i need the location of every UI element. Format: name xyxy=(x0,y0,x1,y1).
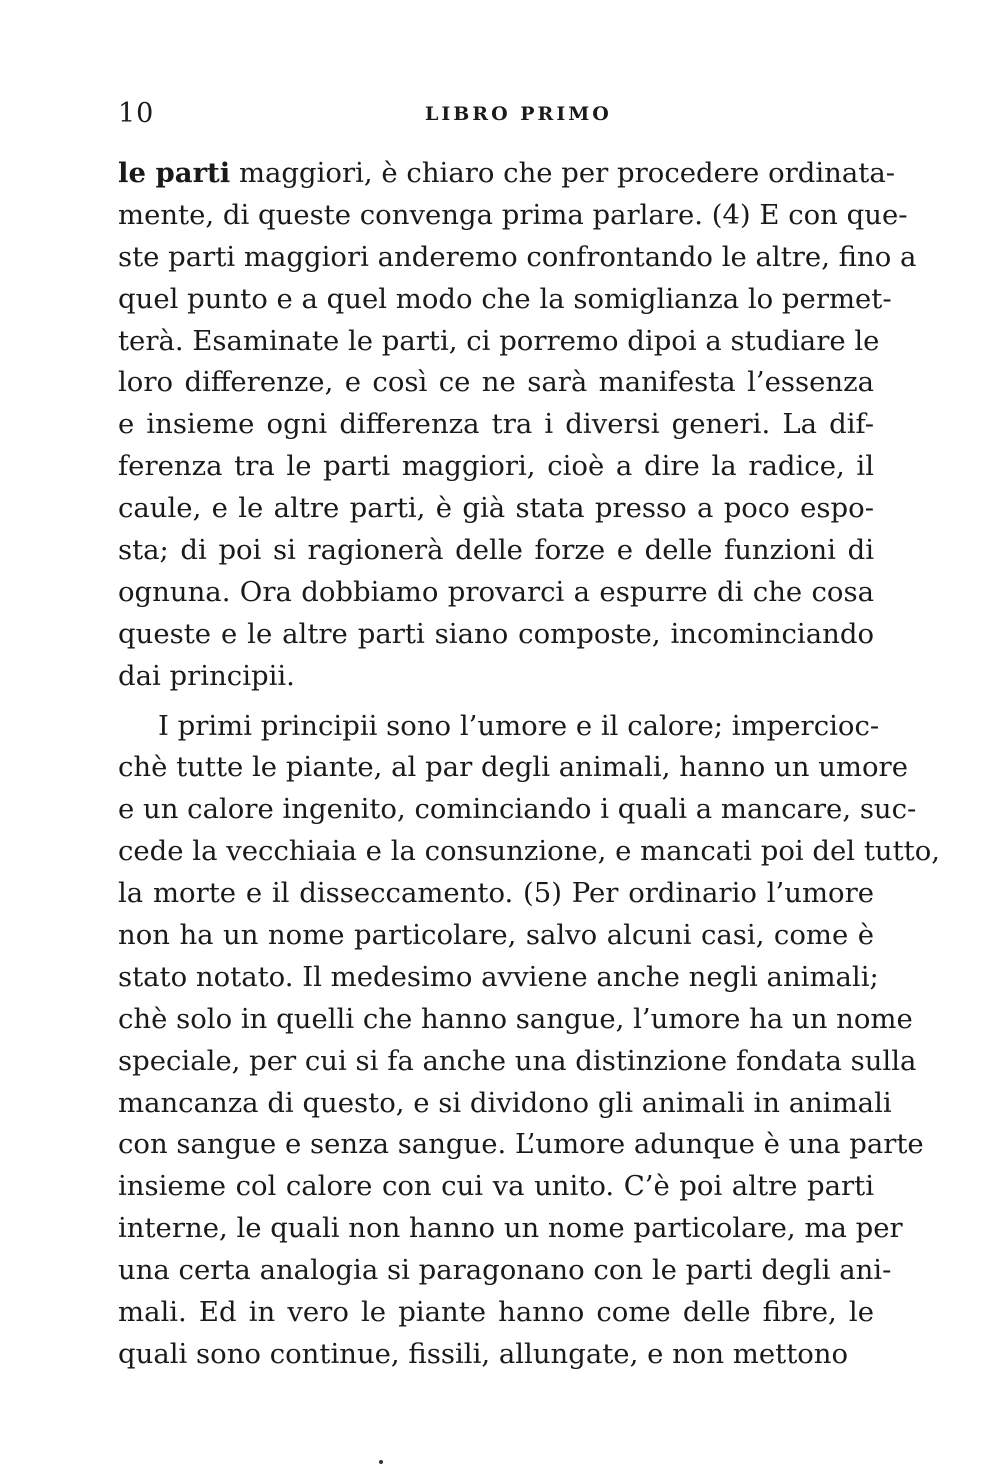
paragraph xyxy=(118,153,917,698)
paragraph-gap xyxy=(118,698,874,706)
body-text xyxy=(118,153,940,1376)
line-text: stato notato. Il medesimo avviene anche negli animali; xyxy=(118,960,879,993)
text-line xyxy=(118,873,874,915)
line-text: speciale, per cui si fa anche una distinzione fondata sulla xyxy=(118,1044,917,1077)
line-text: quali sono continue, fissili, allungate, e non mettono xyxy=(118,1337,849,1370)
line-text: terà. Esaminate le parti, ci porremo dipoi a studiare le xyxy=(118,324,880,357)
line-text: la morte e il disseccamento. (5) Per ordinario l’umore xyxy=(118,877,874,910)
line-text: mancanza di questo, e si dividono gli animali in animali xyxy=(118,1086,892,1119)
line-text: e insieme ogni differenza tra i diversi generi. La dif- xyxy=(118,408,874,441)
footer-mark xyxy=(379,1460,383,1464)
line-text: cede la vecchiaia e la consunzione, e mancati poi del tutto, xyxy=(118,835,940,868)
text-line xyxy=(118,153,896,195)
text-line xyxy=(118,915,874,957)
text-line xyxy=(118,614,874,656)
text-line xyxy=(118,789,917,831)
text-line xyxy=(118,1041,917,1083)
text-line xyxy=(118,1250,892,1292)
line-text: sta; di poi si ragionerà delle forze e delle funzioni di xyxy=(118,534,874,567)
text-line xyxy=(118,747,908,789)
text-line xyxy=(118,1292,874,1334)
text-line xyxy=(118,656,874,698)
text-line xyxy=(118,446,874,488)
line-text: non ha un nome particolare, salvo alcuni casi, come è xyxy=(118,919,874,952)
bold-text: le parti xyxy=(118,157,231,189)
text-line xyxy=(118,321,880,363)
text-line xyxy=(118,1166,874,1208)
text-line xyxy=(118,572,874,614)
line-text: quel punto e a quel modo che la somiglianza lo permet- xyxy=(118,282,892,315)
line-text: mali. Ed in vero le piante hanno come delle fibre, le xyxy=(118,1296,874,1329)
line-text: I primi principii sono l’umore e il calore; impercioc- xyxy=(158,709,880,742)
text-line xyxy=(118,999,913,1041)
text-line xyxy=(118,530,874,572)
line-text: maggiori, è chiaro che per procedere ordinata- xyxy=(230,157,896,189)
line-text: queste e le altre parti siano composte, incominciando xyxy=(118,617,874,650)
text-line xyxy=(118,237,917,279)
text-line xyxy=(118,706,880,748)
line-text: chè solo in quelli che hanno sangue, l’umore ha un nome xyxy=(118,1002,913,1035)
text-line xyxy=(118,362,874,404)
line-text: loro differenze, e così ce ne sarà manifesta l’essenza xyxy=(118,366,874,399)
line-text: con sangue e senza sangue. L’umore adunque è una parte xyxy=(118,1128,924,1161)
text-line xyxy=(118,488,874,530)
line-text: interne, le quali non hanno un nome particolare, ma per xyxy=(118,1212,903,1245)
text-line xyxy=(118,1208,903,1250)
line-text: insieme col calore con cui va unito. C’è poi altre parti xyxy=(118,1170,874,1203)
line-text: e un calore ingenito, cominciando i quali a mancare, suc- xyxy=(118,793,917,826)
line-text: ferenza tra le parti maggiori, cioè a dire la radice, il xyxy=(118,450,874,483)
text-line xyxy=(118,1334,874,1376)
text-line xyxy=(118,1124,924,1166)
text-line xyxy=(118,831,940,873)
line-text: ognuna. Ora dobbiamo provarci a espurre di che cosa xyxy=(118,575,874,608)
text-line xyxy=(118,404,874,446)
line-text: ste parti maggiori anderemo confrontando le altre, fino a xyxy=(118,240,917,273)
paragraph xyxy=(118,706,940,1376)
text-line xyxy=(118,195,908,237)
line-text: dai principii. xyxy=(118,659,295,692)
text-line xyxy=(118,957,879,999)
line-text: chè tutte le piante, al par degli animali, hanno un umore xyxy=(118,751,908,784)
text-line xyxy=(118,279,892,321)
page-number: 10 xyxy=(118,98,155,129)
line-text: caule, e le altre parti, è già stata presso a poco espo- xyxy=(118,492,874,525)
text-line xyxy=(118,1083,892,1125)
line-text: una certa analogia si paragonano con le parti degli ani- xyxy=(118,1254,892,1287)
line-text: mente, di queste convenga prima parlare. (4) E con que- xyxy=(118,198,908,231)
running-head: LIBRO PRIMO xyxy=(425,103,612,125)
